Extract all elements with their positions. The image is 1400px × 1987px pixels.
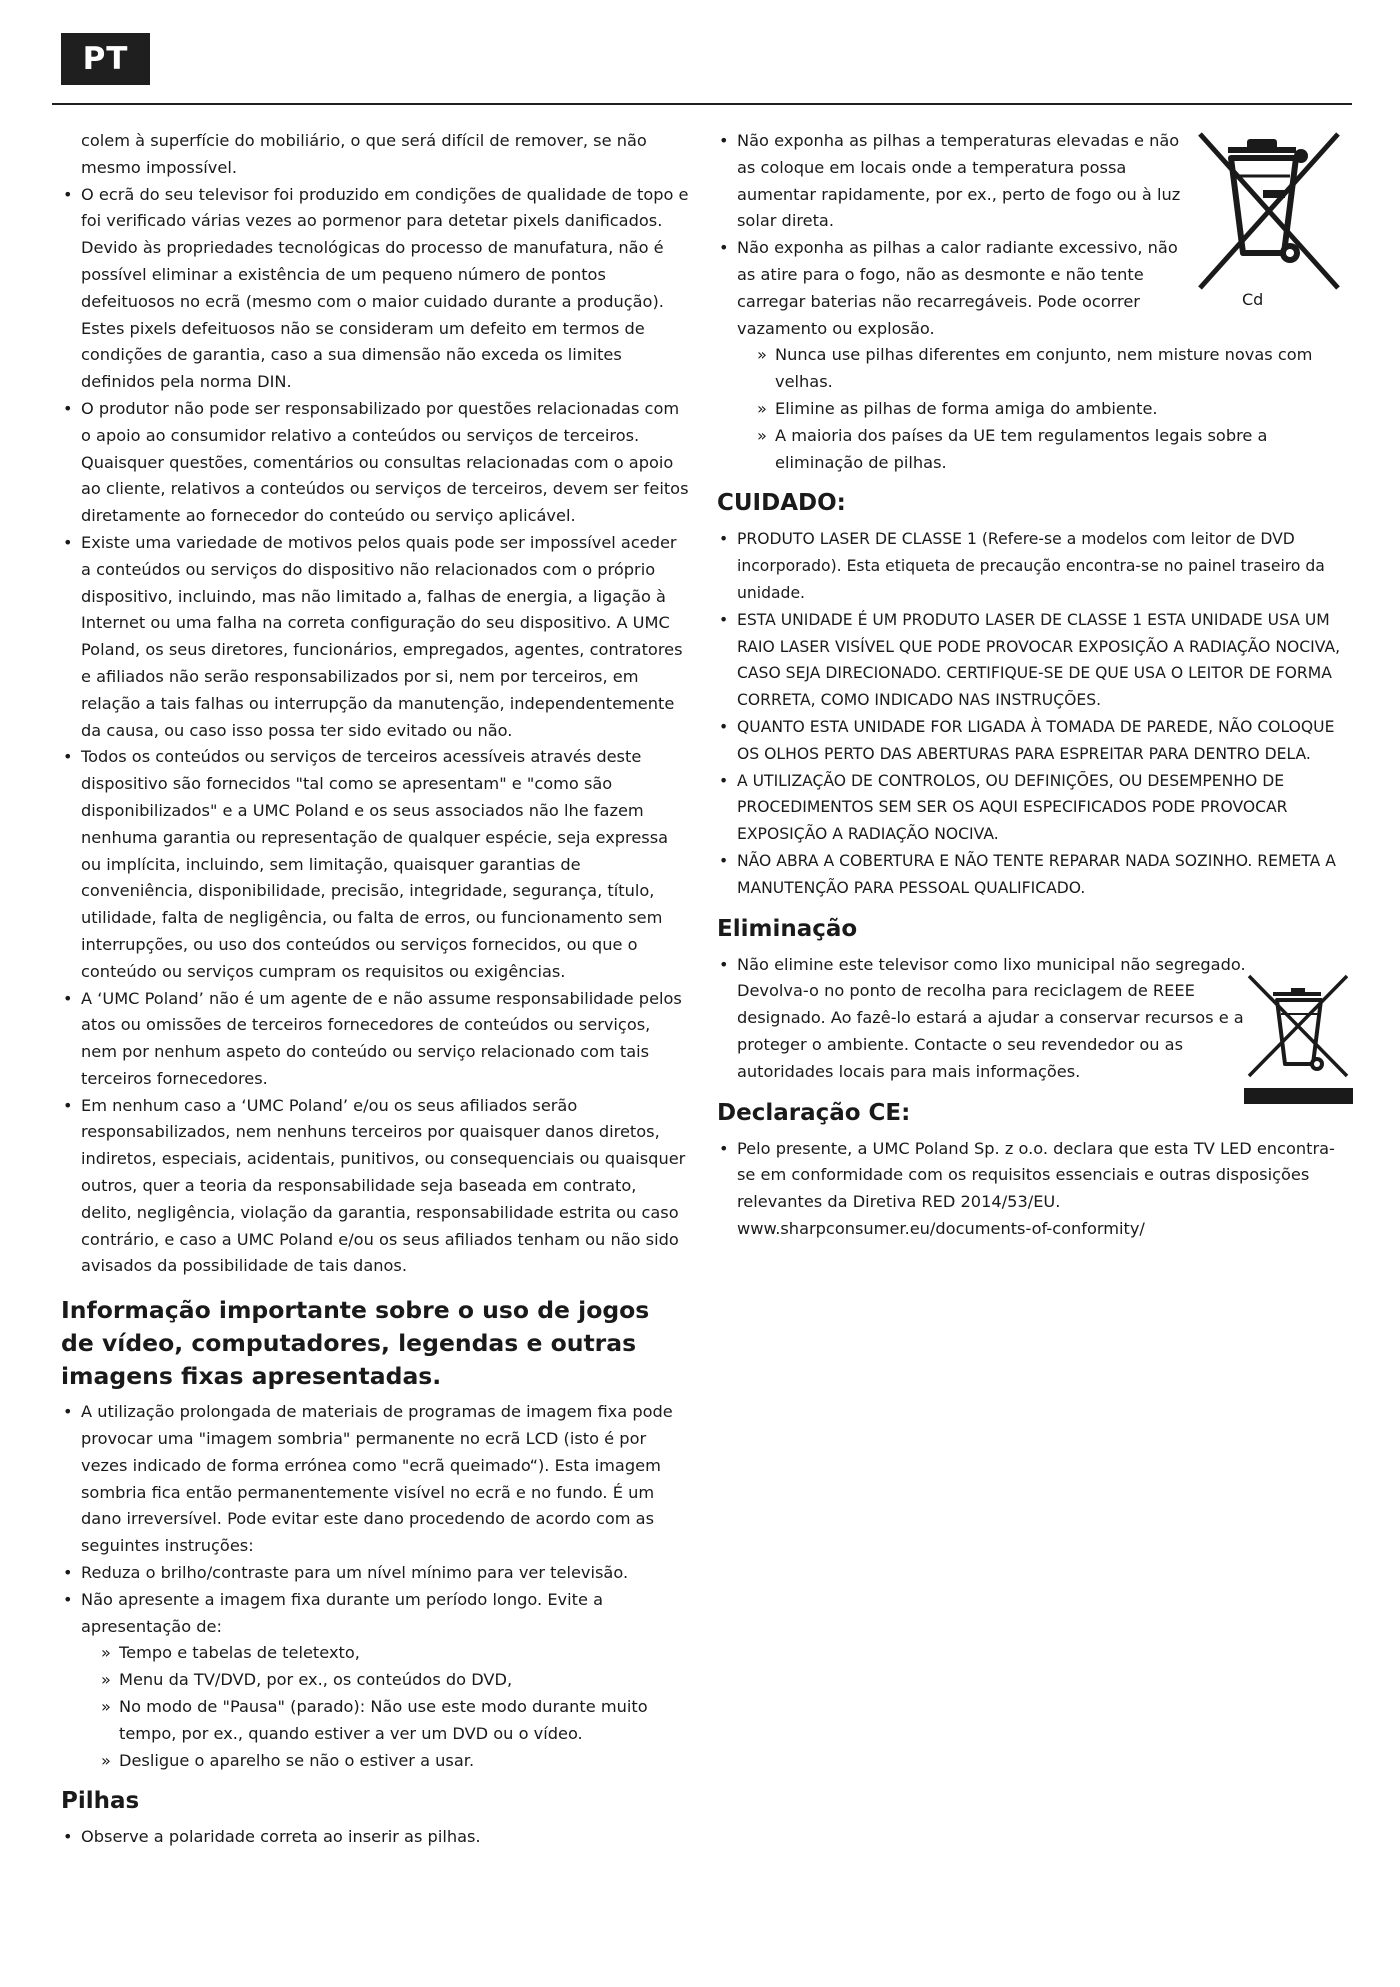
language-badge: PT (61, 33, 150, 85)
crossed-bin-cd-icon (1188, 128, 1348, 313)
info-heading: Informação importante sobre o uso de jogos de vídeo, computadores, legendas e outras imagens fixas apresentadas. (61, 1296, 650, 1391)
list-item: • Não elimine este televisor como lixo municipal não segregado. Devolva-o no ponto de recolha para reciclagem de REEE designado. Ao fazê-lo estará a ajudar a conservar recursos e a proteger o ambiente. Contacte o seu revendedor ou as autoridades locais para mais informações. (717, 952, 1257, 1086)
batteries-heading: Pilhas (61, 1788, 140, 1815)
sub-list-item: » A maioria dos países da UE tem regulamentos legais sobre a eliminação de pilhas. (717, 423, 1345, 477)
caution-bullet-list (717, 526, 1345, 901)
intro-continuation: colem à superfície do mobiliário, o que será difícil de remover, se não mesmo impossível. (81, 131, 647, 177)
list-item: • Não exponha as pilhas a temperaturas elevadas e não as coloque em locais onde a temperatura possa aumentar rapidamente, por ex., perto de fogo ou à luz solar direta. (717, 128, 1187, 235)
left-column (61, 128, 689, 1851)
list-item: • Existe uma variedade de motivos pelos quais pode ser impossível aceder a conteúdos ou serviços do dispositivo não relacionados com o próprio dispositivo, incluindo, mas não limitado a, falhas de energia, a ligação à Internet ou uma falha na correta configuração do seu dispositivo. A UMC Poland, os seus diretores, funcionários, empregados, agentes, contratores e afiliados não serão responsabilizados por si, nem por terceiros, em relação a tais falhas ou interrupção da manutenção, independentemente da causa, ou caso isso possa ter sido evitado ou não. (61, 530, 689, 744)
sub-list-item: » Elimine as pilhas de forma amiga do ambiente. (717, 396, 1345, 423)
list-item: • Em nenhum caso a ‘UMC Poland’ e/ou os seus afiliados serão responsabilizados, nem nenhuns terceiros por quaisquer danos diretos, indiretos, especiais, acidentais, punitivos, ou consequenciais ou quaisquer outros, quer a teoria da responsabilidade seja baseada em contrato, delito, negligência, violação da garantia, responsabilidade estrita ou caso contrário, e caso a UMC Poland e/ou os seus afiliados tenham ou não sido avisados da possibilidade de tais danos. (61, 1093, 689, 1281)
sub-list-item: » Menu da TV/DVD, por ex., os conteúdos do DVD, (61, 1667, 689, 1694)
left-bullet-list (61, 182, 689, 1281)
list-item: • PRODUTO LASER DE CLASSE 1 (Refere-se a modelos com leitor de DVD incorporado). Esta etiqueta de precaução encontra-se no painel traseiro da unidade. (717, 526, 1345, 606)
list-item: • A ‘UMC Poland’ não é um agente de e não assume responsabilidade pelos atos ou omissões de terceiros fornecedores de conteúdos ou serviços, nem por nenhum aspeto do conteúdo ou serviço relacionado com tais terceiros fornecedores. (61, 986, 689, 1093)
list-item: • Reduza o brilho/contraste para um nível mínimo para ver televisão. (61, 1560, 689, 1587)
ce-bullet-list (717, 1136, 1345, 1243)
caution-heading: CUIDADO: (717, 490, 846, 517)
weee-crossed-bin-icon (1241, 972, 1356, 1112)
sub-list-item: » Desligue o aparelho se não o estiver a usar. (61, 1748, 689, 1775)
list-item: • A utilização prolongada de materiais de programas de imagem fixa pode provocar uma "imagem sombria" permanente no ecrã LCD (isto é por vezes indicado de forma errónea como "ecrã queimado“). Esta imagem sombria fica então permanentemente visível no ecrã e no fundo. É um dano irreversível. Pode evitar este dano procedendo de acordo com as seguintes instruções: (61, 1399, 689, 1560)
header-rule (52, 103, 1352, 105)
list-item: • ESTA UNIDADE É UM PRODUTO LASER DE CLASSE 1 ESTA UNIDADE USA UM RAIO LASER VISÍVEL QUE PODE PROVOCAR EXPOSIÇÃO A RADIAÇÃO NOCIVA, CASO SEJA DIRECIONADO. CERTIFIQUE-SE DE QUE USA O LEITOR DE FORMA CORRETA, COMO INDICADO NAS INSTRUÇÕES. (717, 607, 1345, 714)
list-item: • Todos os conteúdos ou serviços de terceiros acessíveis através deste dispositivo são fornecidos "tal como se apresentam" e "como são disponibilizados" e a UMC Poland e os seus associados não lhe fazem nenhuma garantia ou representação de qualquer espécie, seja expressa ou implícita, incluindo, sem limitação, quaisquer garantias de conveniência, disponibilidade, precisão, integridade, segurança, título, utilidade, falta de negligência, ou falta de erros, ou funcionamento sem interrupções, ou uso dos conteúdos ou serviços fornecidos, ou que o conteúdo ou serviços cumpram os requisitos ou exigências. (61, 744, 689, 985)
list-item: • O produtor não pode ser responsabilizado por questões relacionadas com o apoio ao consumidor relativo a conteúdos ou serviços de terceiros. Quaisquer questões, comentários ou consultas relacionadas com o apoio ao cliente, relativos a conteúdos ou serviços de terceiros, devem ser feitos diretamente ao fornecedor do conteúdo ou serviço aplicável. (61, 396, 689, 530)
batteries-bullet-list (61, 1824, 689, 1851)
list-item: • QUANTO ESTA UNIDADE FOR LIGADA À TOMADA DE PAREDE, NÃO COLOQUE OS OLHOS PERTO DAS ABERTURAS PARA ESPREITAR PARA DENTRO DELA. (717, 714, 1345, 768)
sub-list-item: » Nunca use pilhas diferentes em conjunto, nem misture novas com velhas. (717, 342, 1345, 396)
list-item: • Não exponha as pilhas a calor radiante excessivo, não as atire para o fogo, não as desmonte e não tente carregar baterias não recarregáveis. Pode ocorrer vazamento ou explosão. (717, 235, 1187, 342)
disposal-heading: Eliminação (717, 915, 858, 942)
sub-list-item: » No modo de "Pausa" (parado): Não use este modo durante muito tempo, por ex., quando estiver a ver um DVD ou o vídeo. (61, 1694, 689, 1748)
info-bullet-list (61, 1399, 689, 1774)
ce-heading: Declaração CE: (717, 1099, 911, 1126)
list-item: • O ecrã do seu televisor foi produzido em condições de qualidade de topo e foi verificado várias vezes ao pormenor para detetar pixels danificados. Devido às propriedades tecnológicas do processo de manufatura, não é possível eliminar a existência de um pequeno número de pontos defeituosos no ecrã (mesmo com o maior cuidado durante a produção). Estes pixels defeituosos não se consideram um defeito em termos de condições de garantia, caso a sua dimensão não exceda os limites definidos pela norma DIN. (61, 182, 689, 396)
list-item: • NÃO ABRA A COBERTURA E NÃO TENTE REPARAR NADA SOZINHO. REMETA A MANUTENÇÃO PARA PESSOAL QUALIFICADO. (717, 848, 1345, 902)
cd-label: Cd (1242, 290, 1264, 309)
list-item: • Pelo presente, a UMC Poland Sp. z o.o. declara que esta TV LED encontra-se em conformidade com os requisitos essenciais e outras disposições relevantes da Diretiva RED 2014/53/EU. www.sharpconsumer.eu/documents-of-conformity/ (717, 1136, 1345, 1243)
list-item: • Não apresente a imagem fixa durante um período longo. Evite a apresentação de: (61, 1587, 689, 1641)
list-item: • Observe a polaridade correta ao inserir as pilhas. (61, 1824, 689, 1851)
sub-list-item: » Tempo e tabelas de teletexto, (61, 1640, 689, 1667)
list-item: • A UTILIZAÇÃO DE CONTROLOS, OU DEFINIÇÕES, OU DESEMPENHO DE PROCEDIMENTOS SEM SER OS AQUI ESPECIFICADOS PODE PROVOCAR EXPOSIÇÃO A RADIAÇÃO NOCIVA. (717, 768, 1345, 848)
